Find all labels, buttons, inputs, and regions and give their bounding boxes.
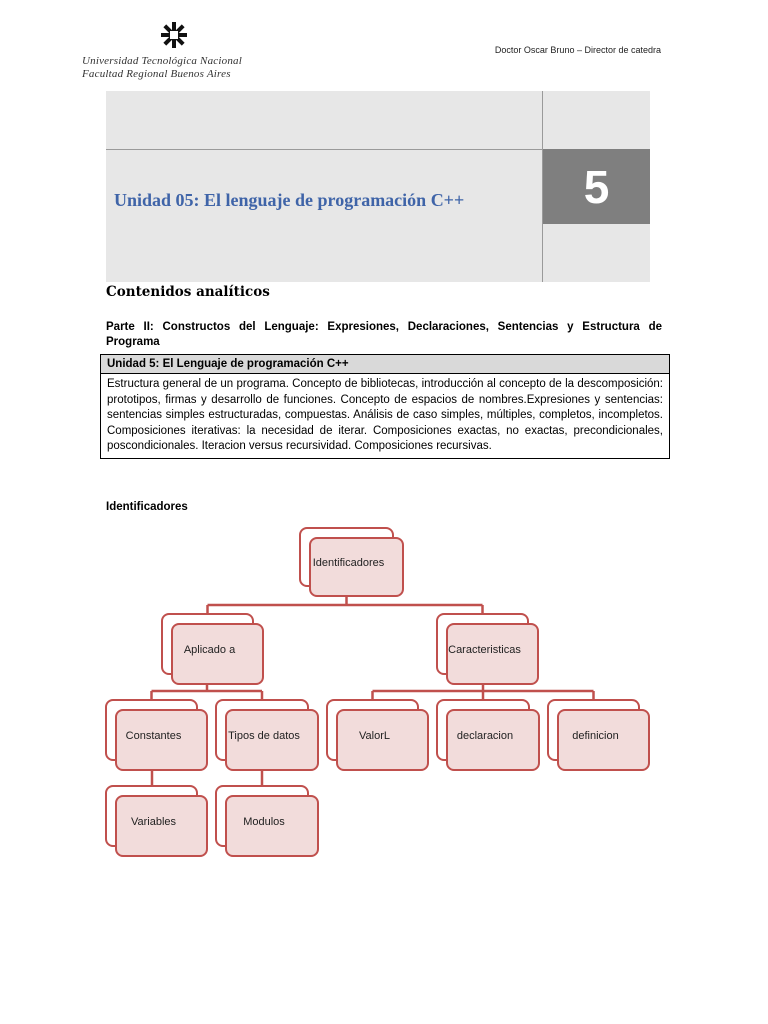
parte-heading: Parte II: Constructos del Lenguaje: Expresiones, Declaraciones, Sentencias y Estructura de Programa [106,321,662,348]
contents-table-header: Unidad 5: El Lenguaje de programación C++ [101,355,669,374]
node-aplicado-label: Aplicado a [183,643,236,656]
node-root-label: Identificadores [312,556,385,569]
node-tipos-label: Tipos de datos [228,729,300,742]
node-definicion-label: definicion [572,729,619,742]
logo-faculty-name: Facultad Regional Buenos Aires [82,68,231,80]
node-caracteristicas-label: Caracteristicas [448,643,521,656]
node-modulos-label: Modulos [243,815,285,828]
node-constantes-label: Constantes [125,729,182,742]
unit-number: 5 [543,149,650,224]
identificadores-heading: Identificadores [106,501,188,513]
node-valorl-label: ValorL [359,729,390,742]
unit-title: Unidad 05: El lenguaje de programación C++ [114,190,465,210]
node-declaracion-label: declaracion [456,729,514,742]
logo-university-name: Universidad Tecnológica Nacional [82,55,242,67]
header-author: Doctor Oscar Bruno – Director de catedra [494,45,661,55]
node-variables-label: Variables [130,815,177,828]
section-title: Contenidos analíticos [106,284,270,300]
contents-table-body: Estructura general de un programa. Concepto de bibliotecas, introducción al concepto de la descomposición: prototipos, firmas y desarrollo de funciones. Concepto de espacios de nombres.Expresiones y sentencias: sentencias simples estructuradas, compuestas. Análisis de caso simples, múltiples, completos, incompletos. Composiciones iterativas: la necesidad de iterar. Composiciones exactas, no exactas, precondicionales, poscondicionales. Iteracion versus recursividad. Composiciones recursivas. [107,378,663,452]
